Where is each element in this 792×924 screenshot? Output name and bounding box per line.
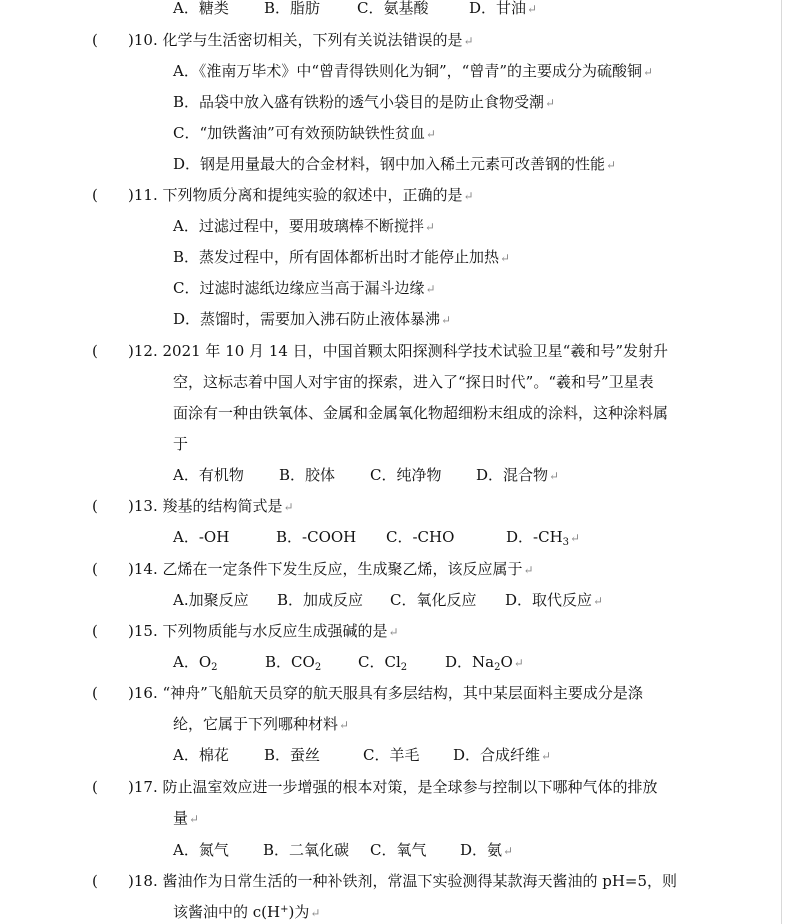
q13-option-c: C．-CHO (386, 528, 455, 546)
paragraph-mark-icon: ↵ (463, 189, 474, 203)
paragraph-mark-icon: ↵ (606, 158, 617, 172)
q12-answer-paren[interactable]: ( (92, 342, 98, 360)
q14-option-b: B．加成反应 (277, 591, 364, 609)
paragraph-mark-icon: ↵ (513, 656, 524, 670)
paragraph-mark-icon: ↵ (441, 313, 452, 327)
q12-stem-line4: 于 (173, 435, 189, 453)
q17-stem-line1: )17. 防止温室效应进一步增强的根本对策，是全球参与控制以下哪种气体的排放 (128, 778, 658, 796)
q17-option-d: D．氨 (460, 841, 503, 859)
q10-answer-paren[interactable]: ( (92, 31, 98, 49)
q13-options (173, 527, 580, 548)
q13-option-a: A．-OH (173, 528, 230, 546)
q14-options (173, 590, 603, 611)
q9-option-b: B．脂肪 (264, 0, 321, 17)
q18-stem-line2: 该酱油中的 c(H+)为↵ (173, 903, 321, 921)
page-margin-line (781, 0, 782, 924)
q13-option-b: B．-COOH (276, 528, 357, 546)
paragraph-mark-icon: ↵ (523, 563, 534, 577)
paragraph-mark-icon: ↵ (425, 127, 436, 141)
q11-option-b: B．蒸发过程中，所有固体都析出时才能停止加热↵ (173, 248, 511, 266)
q17-options (173, 840, 513, 861)
q16-stem-line1: )16. “神舟”飞船航天员穿的航天服具有多层结构，其中某层面料主要成分是涤 (128, 684, 643, 702)
paragraph-mark-icon: ↵ (643, 65, 654, 79)
q15-option-d: D．$Na_2O$ (445, 653, 513, 673)
paragraph-mark-icon: ↵ (503, 844, 514, 858)
q15-option-a: A．$O_2$ (173, 653, 218, 673)
q11-stem: )11. 下列物质分离和提纯实验的叙述中，正确的是↵ (128, 186, 474, 204)
paragraph-mark-icon: ↵ (541, 749, 552, 763)
q12-option-d: D．混合物 (476, 466, 549, 484)
q17-option-b: B．二氧化碳 (263, 841, 350, 859)
paragraph-mark-icon: ↵ (549, 469, 560, 483)
paragraph-mark-icon: ↵ (545, 96, 556, 110)
q11-option-d: D．蒸馏时，需要加入沸石防止液体暴沸↵ (173, 310, 452, 328)
q18-stem-line1: )18. 酱油作为日常生活的一种补铁剂，常温下实验测得某款海天酱油的 pH=5，则 (128, 872, 678, 890)
q16-answer-paren[interactable]: ( (92, 684, 98, 702)
q9-option-c: C．氨基酸 (357, 0, 429, 17)
q14-option-a: A.加聚反应 (173, 591, 249, 609)
q18-answer-paren[interactable]: ( (92, 872, 98, 890)
q15-option-c: C．$Cl_2$ (358, 653, 408, 673)
q16-option-d: D．合成纤维 (453, 746, 541, 764)
q17-answer-paren[interactable]: ( (92, 778, 98, 796)
paragraph-mark-icon: ↵ (424, 220, 435, 234)
q12-option-b: B．胶体 (279, 466, 336, 484)
q15-option-b: B．$CO_2$ (265, 653, 322, 673)
q9-options (173, 0, 537, 19)
q16-stem-line2: 纶，它属于下列哪种材料↵ (173, 715, 350, 733)
q10-option-c: C．“加铁酱油”可有效预防缺铁性贫血↵ (173, 124, 436, 142)
q17-stem-line2: 量↵ (173, 809, 200, 827)
paragraph-mark-icon: ↵ (283, 500, 294, 514)
paragraph-mark-icon: ↵ (339, 718, 350, 732)
paragraph-mark-icon: ↵ (388, 625, 399, 639)
paragraph-mark-icon: ↵ (310, 906, 321, 920)
paragraph-mark-icon: ↵ (463, 34, 474, 48)
q11-answer-paren[interactable]: ( (92, 186, 98, 204)
q12-option-c: C．纯净物 (370, 466, 442, 484)
q10-option-b: B．品袋中放入盛有铁粉的透气小袋目的是防止食物受潮↵ (173, 93, 556, 111)
q14-option-d: D．取代反应 (505, 591, 593, 609)
q16-option-a: A．棉花 (173, 746, 229, 764)
q12-stem-line2: 空，这标志着中国人对宇宙的探索，进入了“探日时代”。“羲和号”卫星表 (173, 373, 654, 391)
q16-options (173, 745, 551, 766)
q9-option-a: A．糖类 (173, 0, 229, 17)
q16-option-b: B．蚕丝 (264, 746, 321, 764)
q10-option-d: D．钢是用量最大的合金材料，钢中加入稀土元素可改善钢的性能↵ (173, 155, 617, 173)
q15-answer-paren[interactable]: ( (92, 622, 98, 640)
q17-option-c: C．氧气 (370, 841, 427, 859)
q16-option-c: C．羊毛 (363, 746, 420, 764)
paragraph-mark-icon: ↵ (527, 2, 538, 16)
q9-option-d: D．甘油 (469, 0, 527, 17)
q11-option-a: A．过滤过程中，要用玻璃棒不断搅拌↵ (173, 217, 435, 235)
paragraph-mark-icon: ↵ (189, 812, 200, 826)
q13-option-d: D．$-CH_3$ (506, 528, 570, 548)
q15-options (173, 652, 524, 673)
q10-option-a: A．《淮南万毕术》中“曾青得铁则化为铜”，“曾青”的主要成分为硫酸铜↵ (173, 62, 654, 80)
q14-answer-paren[interactable]: ( (92, 560, 98, 578)
paragraph-mark-icon: ↵ (570, 531, 581, 545)
q10-stem: )10. 化学与生活密切相关，下列有关说法错误的是↵ (128, 31, 474, 49)
q17-option-a: A．氮气 (173, 841, 229, 859)
q12-option-a: A．有机物 (173, 466, 244, 484)
q12-options (173, 465, 559, 486)
q11-option-c: C．过滤时滤纸边缘应当高于漏斗边缘↵ (173, 279, 436, 297)
q15-stem: )15. 下列物质能与水反应生成强碱的是↵ (128, 622, 399, 640)
q12-stem-line1: )12. 2021 年 10 月 14 日，中国首颗太阳探测科学技术试验卫星“羲和号”发射升 (128, 342, 669, 360)
paragraph-mark-icon: ↵ (425, 282, 436, 296)
q13-stem: )13. 羧基的结构简式是↵ (128, 497, 294, 515)
q14-option-c: C．氧化反应 (390, 591, 477, 609)
q13-answer-paren[interactable]: ( (92, 497, 98, 515)
paragraph-mark-icon: ↵ (593, 594, 604, 608)
q14-stem: )14. 乙烯在一定条件下发生反应，生成聚乙烯，该反应属于↵ (128, 560, 534, 578)
paragraph-mark-icon: ↵ (500, 251, 511, 265)
q12-stem-line3: 面涂有一种由铁氧体、金属和金属氧化物超细粉末组成的涂料，这种涂料属 (173, 404, 669, 422)
